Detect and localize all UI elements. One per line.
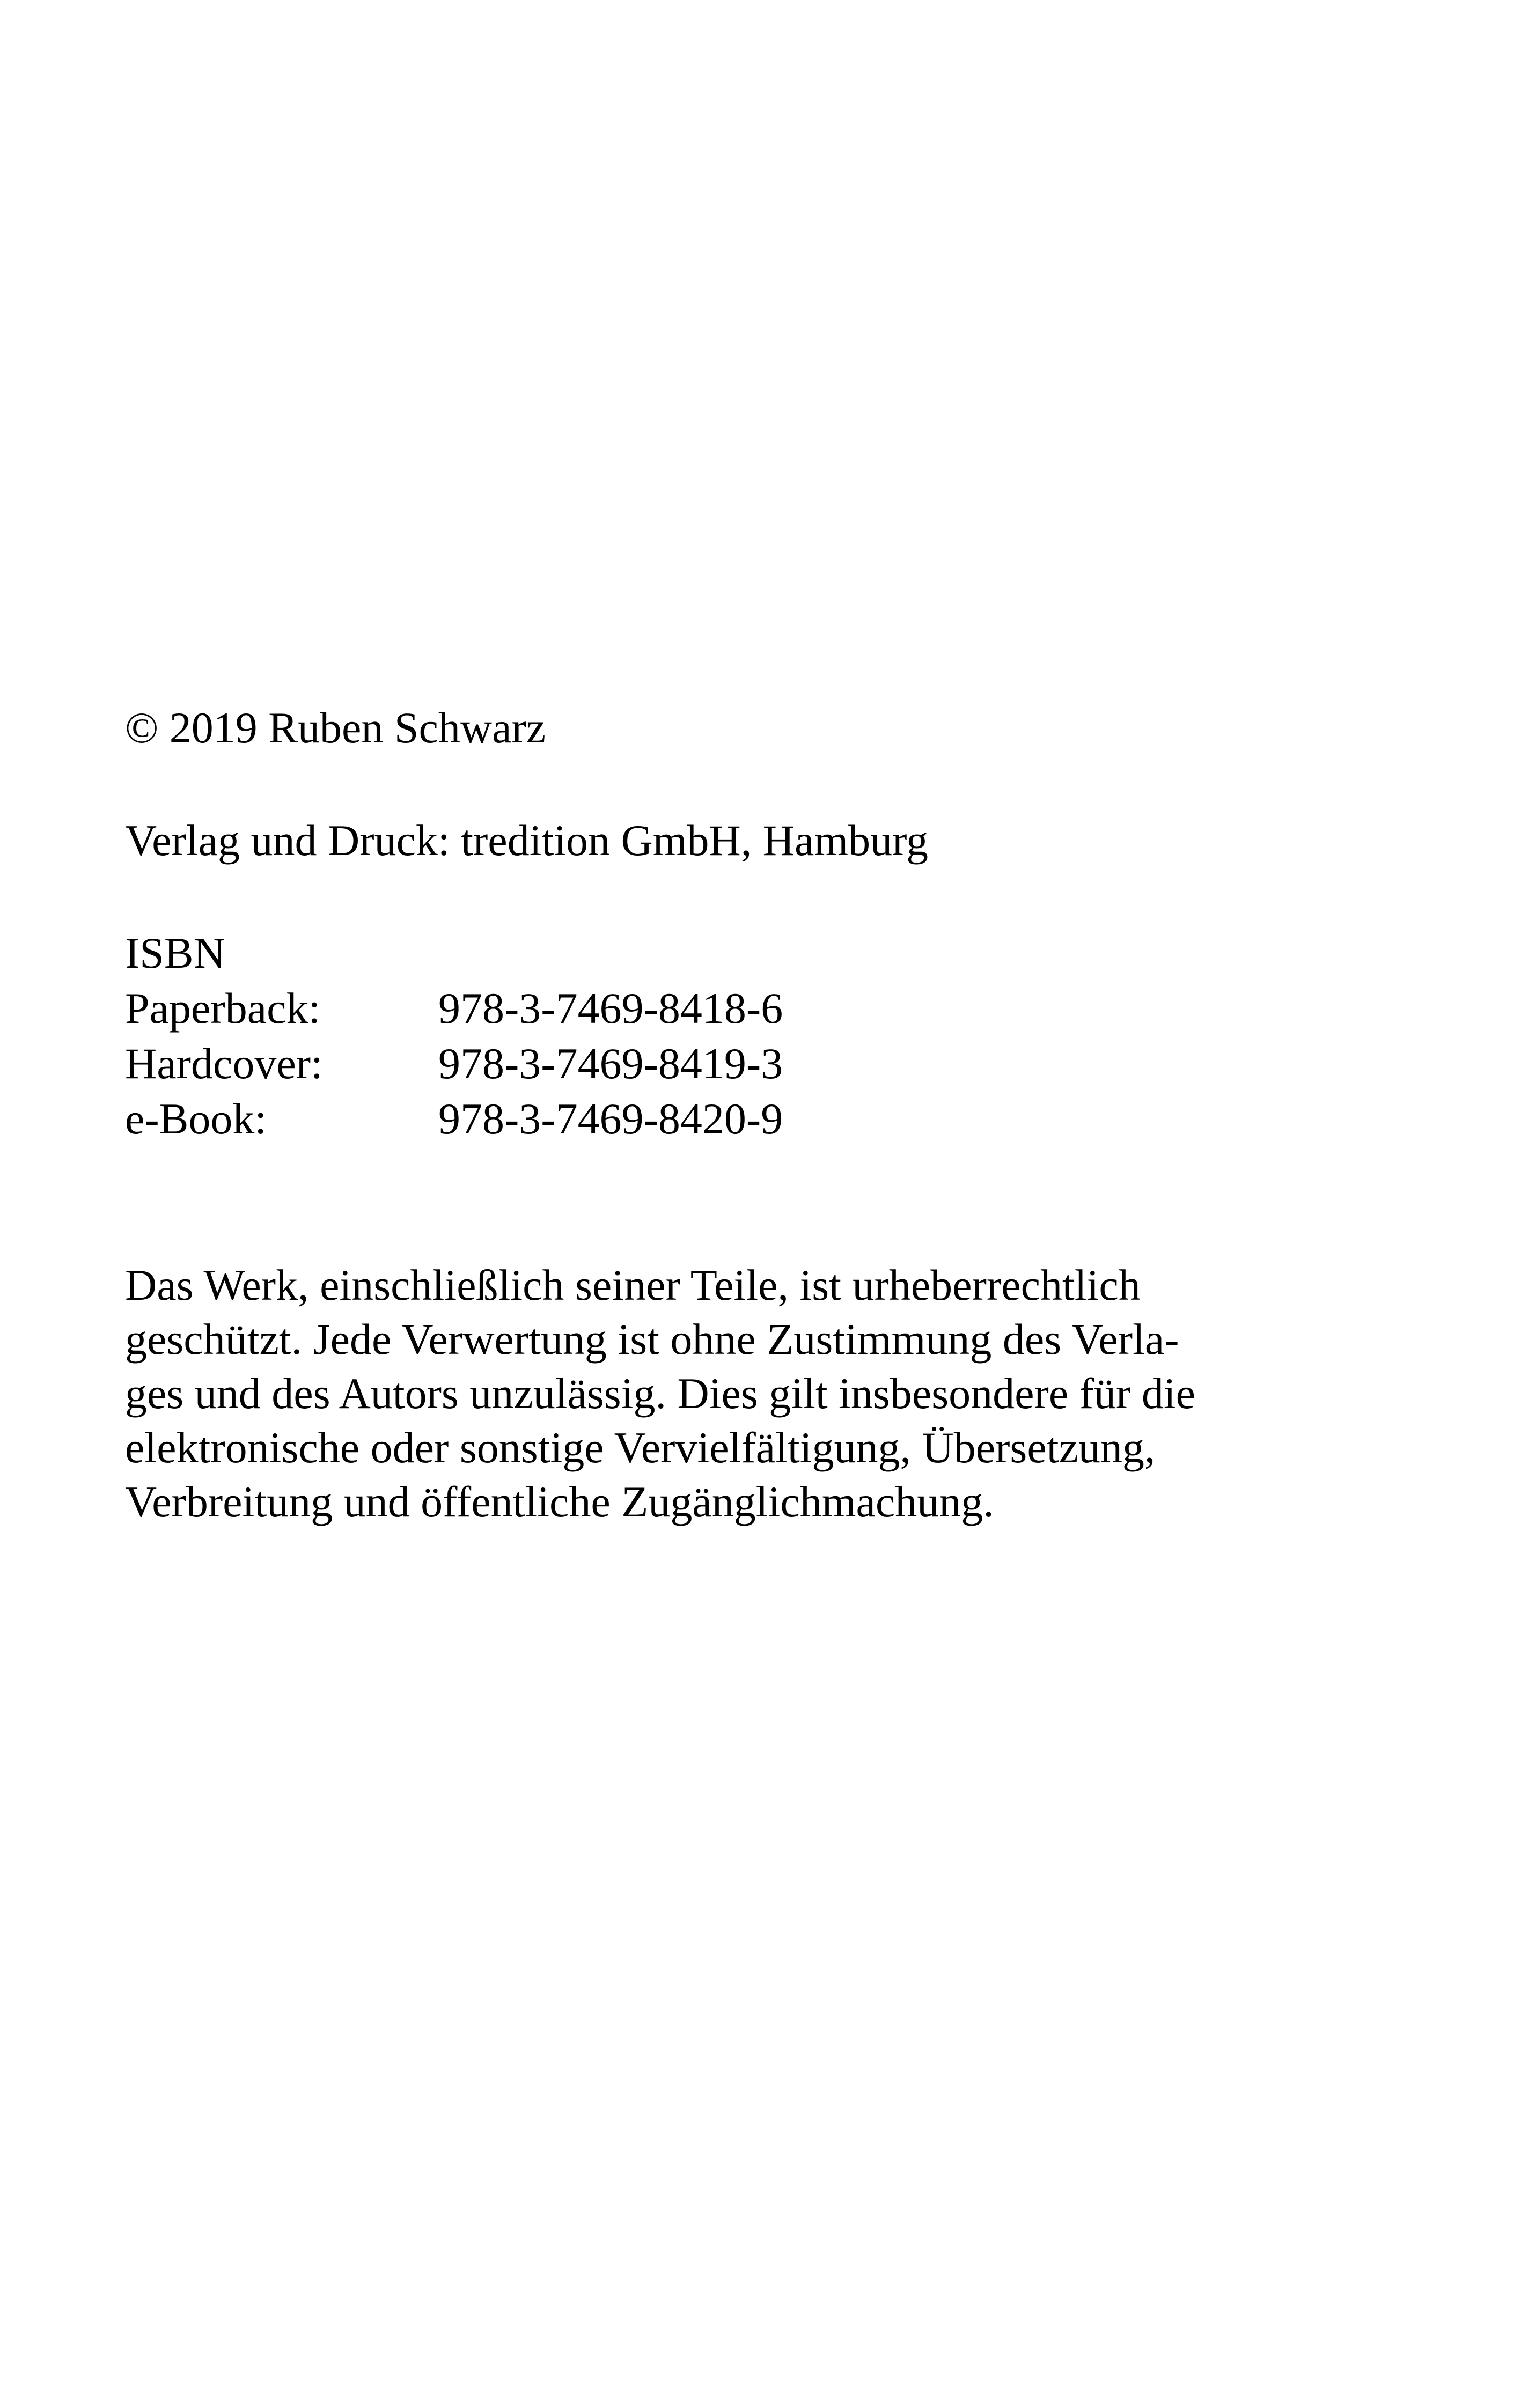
notice-line: Verbreitung und öffentliche Zugänglichmachung. bbox=[125, 1477, 994, 1526]
copyright-line: © 2019 Ruben Schwarz bbox=[125, 703, 546, 752]
isbn-heading: ISBN bbox=[125, 929, 225, 977]
isbn-row-hardcover bbox=[125, 1037, 783, 1091]
isbn-row-paperback bbox=[125, 982, 783, 1035]
notice-line: ges und des Autors unzulässig. Dies gilt insbesondere für die bbox=[125, 1369, 1196, 1418]
isbn-value: 978-3-7469-8419-3 bbox=[438, 1039, 783, 1088]
isbn-row-ebook bbox=[125, 1092, 783, 1146]
notice-line: elektronische oder sonstige Vervielfältigung, Übersetzung, bbox=[125, 1423, 1156, 1472]
isbn-value: 978-3-7469-8420-9 bbox=[438, 1094, 783, 1143]
notice-line: Das Werk, einschließlich seiner Teile, ist urheberrechtlich bbox=[125, 1261, 1141, 1309]
copyright-notice bbox=[125, 1258, 1423, 1529]
isbn-value: 978-3-7469-8418-6 bbox=[438, 984, 783, 1033]
publisher-line: Verlag und Druck: tredition GmbH, Hamburg bbox=[125, 816, 928, 865]
isbn-label: Hardcover: bbox=[125, 1039, 323, 1088]
isbn-label: e-Book: bbox=[125, 1094, 267, 1143]
isbn-label: Paperback: bbox=[125, 984, 321, 1033]
notice-line: geschützt. Jede Verwertung ist ohne Zustimmung des Verla- bbox=[125, 1315, 1179, 1364]
